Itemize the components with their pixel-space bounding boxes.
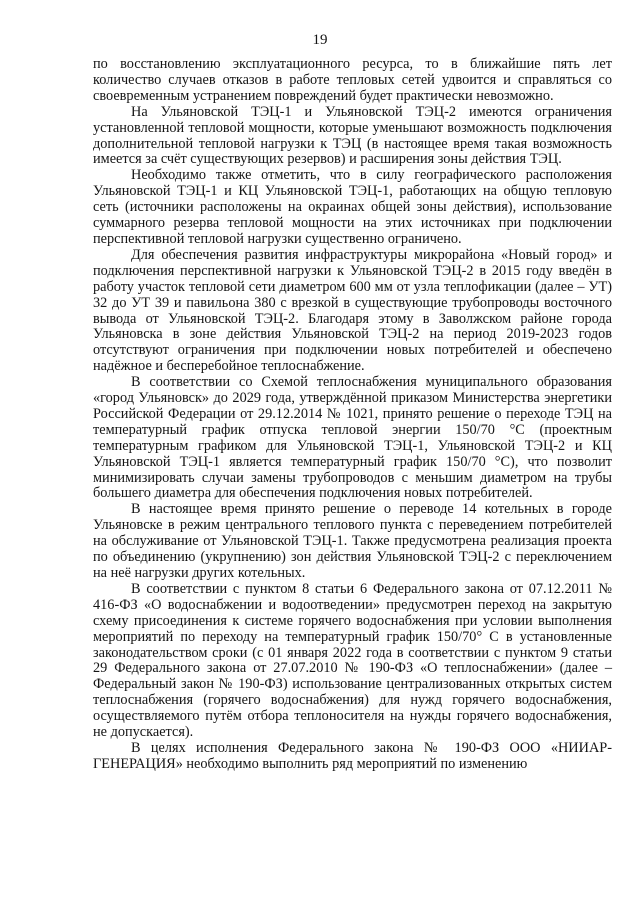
- body-text: [93, 57, 612, 773]
- paragraph: На Ульяновской ТЭЦ-1 и Ульяновской ТЭЦ-2 имеются ограничения установленной тепловой мощности, которые уменьшают возможность подключения дополнительной тепловой нагрузки к ТЭЦ (в настоящее время такая возможность имеется за счёт существующих резервов) и расширения зоны действия ТЭЦ.: [93, 103, 612, 168]
- paragraph: В соответствии со Схемой теплоснабжения муниципального образования «город Ульяновск» до 2029 года, утверждённой приказом Министерства энергетики Российской Федерации от 29.12.2014 № 1021, принято решение о переходе ТЭЦ на температурный график отпуска тепловой энергии 150/70 °С (проектным температурным графиком для Ульяновской ТЭЦ-1, Ульяновской ТЭЦ-2 и КЦ Ульяновской ТЭЦ-1 является температурный график 150/70 °С), что позволит минимизировать случаи замены трубопроводов с меньшим диаметром на трубы большего диаметра для обеспечения подключения новых потребителей.: [93, 374, 612, 502]
- paragraph: В настоящее время принято решение о переводе 14 котельных в городе Ульяновске в режим центрального теплового пункта с переведением потребителей на обслуживание от Ульяновской ТЭЦ-1. Также предусмотрена реализация проекта по объединению (укрупнению) зон действия Ульяновской ТЭЦ-2 с переключением на неё нагрузки других котельных.: [93, 501, 612, 581]
- paragraph: В целях исполнения Федерального закона № 190-ФЗ ООО «НИИАР-ГЕНЕРАЦИЯ» необходимо выполнить ряд мероприятий по изменению: [93, 739, 612, 772]
- paragraph: Для обеспечения развития инфраструктуры микрорайона «Новый город» и подключения перспективной нагрузки к Ульяновской ТЭЦ-2 в 2015 году введён в работу участок тепловой сети диаметром 600 мм от узла теплофикации (далее – УТ) 32 до УТ 39 и павильона 380 с врезкой в существующие трубопроводы восточного вывода от Ульяновской ТЭЦ-2. Благодаря этому в Заволжском районе города Ульяновска в зоне действия Ульяновской ТЭЦ-2 на период 2019-2023 годов отсутствуют ограничения при подключении новых потребителей и обеспечено надёжное и бесперебойное теплоснабжение.: [93, 246, 612, 375]
- paragraph: В соответствии с пунктом 8 статьи 6 Федерального закона от 07.12.2011 № 416-ФЗ «О водоснабжении и водоотведении» предусмотрен переход на закрытую схему присоединения к системе горячего водоснабжения при условии выполнения мероприятий по переходу на температурный график 150/70° С в установленные законодательством сроки (с 01 января 2022 года в соответствии с пунктом 9 статьи 29 Федерального закона от 27.07.2010 № 190-ФЗ «О теплоснабжении» (далее – Федеральный закон № 190-ФЗ) использование централизованных открытых систем теплоснабжения (горячего водоснабжения) для нужд горячего водоснабжения, осуществляемого путём отбора теплоносителя на нужды горячего водоснабжения, не допускается).: [93, 580, 612, 741]
- paragraph: Необходимо также отметить, что в силу географического расположения Ульяновской ТЭЦ-1 и КЦ Ульяновской ТЭЦ-1, работающих на общую тепловую сеть (источники расположены на окраинах общей зоны действия), использование суммарного резерва тепловой мощности на этих источниках при подключении перспективной тепловой нагрузки существенно ограничено.: [93, 167, 612, 247]
- paragraph: по восстановлению эксплуатационного ресурса, то в ближайшие пять лет количество случаев отказов в работе тепловых сетей удвоится и справляться со своевременным устранением повреждений будет практически невозможно.: [93, 56, 612, 104]
- page-number: 19: [312, 32, 328, 48]
